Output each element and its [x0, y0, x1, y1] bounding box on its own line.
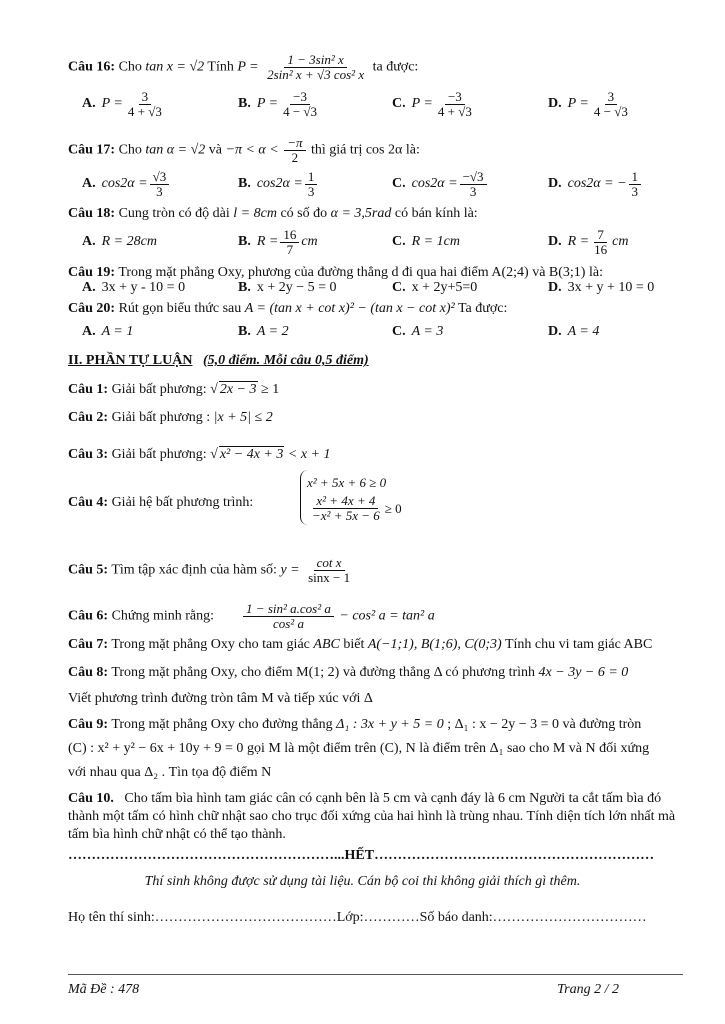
option-text: A = 3 [411, 324, 444, 339]
option-c [392, 168, 489, 200]
options-17 [82, 168, 682, 200]
essay-8 [68, 664, 628, 682]
dotted-line: …………………………………………………... [68, 848, 345, 863]
essay-9-line-3 [68, 764, 271, 782]
denominator: 4 + √3 [127, 103, 162, 119]
option-d [548, 226, 628, 258]
page-number: Trang 2 / 2 [557, 982, 619, 997]
option-letter: A. [82, 96, 96, 111]
math-lhs: y = [280, 562, 300, 578]
question-text: Tính [207, 59, 234, 75]
option-c [392, 88, 477, 120]
numerator: x² + 4x + 4 [313, 494, 378, 509]
denominator: −x² + 5x − 6 [312, 508, 380, 523]
numerator: 1 [305, 170, 318, 185]
fraction [125, 90, 165, 119]
question-label: Câu 10. [68, 791, 114, 806]
fraction [280, 228, 299, 257]
fraction [591, 228, 610, 257]
option-b [238, 226, 318, 258]
question-text: có phương trình [445, 665, 536, 680]
question-text: và đường tròn [562, 717, 642, 732]
question-text: với nhau qua [68, 765, 141, 780]
question-label: Câu 5: [68, 562, 109, 578]
option-b [238, 168, 319, 200]
option-text: x + 2y+5=0 [411, 280, 478, 295]
math: Δ [363, 691, 373, 706]
math: ABC [313, 637, 340, 652]
question-18 [68, 205, 478, 223]
denominator: 3 [307, 183, 315, 199]
option-letter: D. [548, 96, 562, 111]
numerator: 7 [594, 228, 607, 243]
question-label: Câu 4: [68, 495, 109, 510]
denominator: 2sin² x + √3 cos² x [267, 67, 365, 82]
math: l = 8cm [233, 206, 277, 221]
option-text: A = 2 [256, 324, 289, 339]
question-text: Giải bất phương : [111, 410, 211, 425]
options-19 [82, 272, 682, 300]
question-label: Câu 18: [68, 206, 116, 221]
denominator: 4 − √3 [283, 103, 318, 119]
essay-4 [68, 494, 253, 512]
fraction [460, 170, 487, 199]
question-text: và đường thẳng [342, 665, 431, 680]
option-text: 3x + y + 10 = 0 [567, 280, 655, 295]
option-d [548, 88, 633, 120]
question-text: Tính chu vi tam giác ABC [504, 637, 653, 652]
separator: ; [447, 717, 452, 732]
denominator: sinx − 1 [308, 570, 351, 585]
option-letter: C. [392, 280, 406, 295]
question-text: thì giá trị cos 2α là: [311, 142, 420, 158]
option-a [82, 88, 167, 120]
range: −π < α < [225, 142, 279, 158]
option-text: x + 2y − 5 = 0 [256, 280, 337, 295]
numerator: 3 [605, 90, 618, 105]
math-lhs: P = [237, 59, 259, 75]
options-20 [82, 316, 682, 348]
system-line-2 [307, 494, 402, 523]
math: Δ [433, 665, 442, 680]
exam-note: Thí sinh không được sử dụng tài liệu. Cán bộ coi thi không giải thích gì thêm. [144, 874, 581, 889]
dotted-line: …………………………………………………… [374, 848, 655, 863]
option-letter: A. [82, 234, 96, 249]
system-line-1: x² + 5x + 6 ≥ 0 [307, 475, 387, 490]
expression: A = (tan x + cot x)² − (tan x − cot x)² [244, 301, 455, 316]
question-16 [68, 53, 418, 82]
sqrt-sign [210, 382, 218, 397]
question-text: Viết phương trình đường tròn tâm M và tiếp xúc với [68, 691, 361, 706]
question-label: Câu 19: [68, 265, 116, 280]
question-text: Cung tròn có độ dài [118, 206, 230, 221]
math: (C) : x² + y² − 6x + 10y + 9 = 0 [68, 741, 244, 756]
option-letter: B. [238, 96, 251, 111]
denominator: 4 + √3 [437, 103, 472, 119]
question-text: gọi M là một điểm trên (C), N là điểm trên [246, 741, 487, 756]
question-17 [68, 136, 420, 165]
end-text: HẾT [344, 848, 375, 863]
essay-10 [68, 790, 678, 844]
math: ≥ 1 [261, 382, 280, 397]
option-text: A = 1 [101, 324, 134, 339]
denominator: 16 [594, 241, 608, 257]
question-text: có bán kính là: [394, 206, 478, 221]
section-points: (5,0 điểm. Mỗi câu 0,5 điểm) [202, 353, 369, 368]
numerator: 1 − sin² a.cos² a [243, 602, 334, 617]
question-text: Ta được: [457, 301, 508, 316]
question-text: Trong mặt phẳng Oxy, phương của đường thẳng d đi qua hai điểm A(2;4) và B(3;1) là: [118, 265, 603, 280]
numerator: −3 [445, 90, 465, 105]
math-lhs: cos2α = [411, 176, 458, 191]
question-text: Trong mặt phẳng Oxy, cho điểm [111, 665, 293, 680]
question-label: Câu 16: [68, 59, 116, 75]
numerator: 3 [139, 90, 152, 105]
option-text: R = 1cm [411, 234, 460, 249]
math-lhs: R = [567, 234, 590, 249]
essay-1 [68, 381, 279, 399]
option-letter: A. [82, 280, 96, 295]
math-lhs: R = [256, 234, 279, 249]
end-marker [68, 848, 654, 864]
math: < x + 1 [287, 447, 331, 462]
question-text: Giải bất phương: [111, 382, 207, 397]
math-lhs: P = [567, 96, 589, 111]
fraction [284, 136, 305, 165]
exam-code: Mã Đề : 478 [68, 982, 140, 997]
question-text: Giải hệ bất phương trình: [111, 495, 254, 510]
condition: tan α = √2 [145, 142, 206, 158]
question-text: Chứng minh rằng: [111, 608, 215, 624]
option-letter: B. [238, 324, 251, 339]
option-d [548, 272, 654, 304]
denominator: 4 − √3 [593, 103, 628, 119]
option-letter: B. [238, 280, 251, 295]
fraction [243, 602, 334, 631]
denominator: 3 [469, 183, 477, 199]
question-text: Cho [118, 59, 142, 75]
fraction [309, 494, 383, 523]
question-text: Trong mặt phẳng Oxy cho đường thẳng [111, 717, 333, 732]
denominator: 7 [286, 241, 294, 257]
math: Δ₁ : x − 2y − 3 = 0 [454, 717, 560, 732]
option-letter: C. [392, 96, 406, 111]
question-label: Câu 6: [68, 608, 109, 624]
math-lhs: cos2α = [256, 176, 303, 191]
system-brace [300, 470, 408, 525]
unit: cm [612, 234, 629, 249]
question-label: Câu 17: [68, 142, 116, 158]
option-letter: C. [392, 176, 406, 191]
numerator: −π [284, 136, 305, 151]
unit: cm [301, 234, 318, 249]
option-c [392, 316, 443, 348]
inequality-system [300, 470, 408, 525]
student-info-line: Họ tên thí sinh:…………………………………Lớp:…………Số báo danh:…………………………… [68, 910, 647, 925]
option-letter: C. [392, 234, 406, 249]
numerator: −√3 [460, 170, 487, 185]
fraction [629, 170, 642, 199]
question-label: Câu 3: [68, 447, 109, 462]
question-text: . Tìn tọa độ điểm N [161, 765, 272, 780]
question-text: và [208, 142, 222, 158]
denominator: cos² a [272, 616, 304, 631]
question-text: Cho tấm bìa hình tam giác cân có cạnh bên là 5 cm và cạnh đáy là 6 cm Người ta cắt tấm bìa đó thành một tấm có hình chữ nhật sao cho trục đối xứng của hai hình là trùng nhau. Tính diện tích lớn nhất mà tấm bìa hình chữ nhật có thể tạo thành. [68, 791, 676, 842]
option-letter: D. [548, 234, 562, 249]
fraction [591, 90, 631, 119]
option-letter: B. [238, 176, 251, 191]
options-16 [82, 88, 682, 120]
option-letter: D. [548, 280, 562, 295]
question-label: Câu 2: [68, 410, 109, 425]
math: Δ₁ : 3x + y + 5 = 0 [336, 717, 444, 732]
essay-6 [68, 602, 435, 631]
fraction [435, 90, 475, 119]
math-lhs: cos2α = [101, 176, 148, 191]
denominator: 3 [156, 183, 163, 199]
question-text: sao cho M và N đối xứng [506, 741, 650, 756]
question-text: Tìm tập xác định của hàm số: [111, 562, 277, 578]
math: Δ₂ [144, 765, 159, 780]
option-a [82, 316, 133, 348]
math: M(1; 2) [296, 665, 340, 680]
numerator: 1 [629, 170, 642, 185]
numerator: 16 [280, 228, 299, 243]
question-label: Câu 8: [68, 665, 109, 680]
question-text: biết [343, 637, 365, 652]
numerator: 1 − 3sin² x [284, 53, 346, 68]
option-letter: D. [548, 324, 562, 339]
essay-3 [68, 446, 330, 464]
math: |x + 5| ≤ 2 [213, 410, 273, 425]
question-label: Câu 1: [68, 382, 109, 397]
fraction [305, 170, 318, 199]
fraction [280, 90, 320, 119]
question-text: Cho [118, 142, 142, 158]
math: 4x − 3y − 6 = 0 [538, 665, 629, 680]
question-text: ta được: [372, 59, 419, 75]
option-b [238, 316, 289, 348]
fraction [305, 556, 353, 585]
essay-9 [68, 716, 641, 734]
option-letter: C. [392, 324, 406, 339]
option-a [82, 168, 171, 200]
fraction [264, 53, 367, 82]
denominator: 2 [291, 150, 299, 165]
fraction [150, 170, 170, 199]
option-letter: B. [238, 234, 251, 249]
option-text: R = 28cm [101, 234, 157, 249]
math-lhs: P = [101, 96, 123, 111]
question-label: Câu 20: [68, 301, 116, 316]
question-text: Giải bất phương: [111, 447, 207, 462]
option-d [548, 316, 599, 348]
denominator: 3 [631, 183, 639, 199]
option-b [238, 88, 322, 120]
math: ≥ 0 [384, 500, 402, 516]
math: α = 3,5rad [330, 206, 392, 221]
math: A(−1;1), B(1;6), C(0;3) [367, 637, 502, 652]
essay-7 [68, 636, 652, 654]
numerator: cot x [314, 556, 345, 571]
footer-divider [68, 974, 683, 975]
essay-8-line-2 [68, 690, 373, 708]
option-a [82, 226, 157, 258]
section-heading: II. PHẦN TỰ LUẬN [68, 353, 193, 368]
option-c [392, 226, 460, 258]
question-text: có số đo [280, 206, 328, 221]
question-label: Câu 7: [68, 637, 109, 652]
radicand: 2x − 3 [219, 382, 257, 397]
essay-5 [68, 556, 355, 585]
radicand: x² − 4x + 3 [219, 447, 284, 462]
math: Δ₁ [489, 741, 504, 756]
condition: tan x = √2 [145, 59, 205, 75]
option-d [548, 168, 643, 200]
sqrt-sign [210, 447, 218, 462]
question-text: Rút gọn biểu thức sau [118, 301, 242, 316]
options-18 [82, 226, 682, 258]
math-lhs: cos2α = − [567, 176, 627, 191]
numerator: √3 [150, 170, 170, 185]
option-letter: D. [548, 176, 562, 191]
section-title [68, 353, 369, 369]
math: − cos² a = tan² a [339, 608, 435, 624]
option-letter: A. [82, 176, 96, 191]
option-letter: A. [82, 324, 96, 339]
math-lhs: P = [411, 96, 433, 111]
math-lhs: P = [256, 96, 279, 111]
numerator: −3 [290, 90, 310, 105]
essay-9-line-2 [68, 740, 649, 758]
option-text: 3x + y - 10 = 0 [101, 280, 186, 295]
option-text: A = 4 [567, 324, 600, 339]
question-label: Câu 9: [68, 717, 109, 732]
essay-2 [68, 409, 273, 427]
question-text: Trong mặt phẳng Oxy cho tam giác [111, 637, 310, 652]
